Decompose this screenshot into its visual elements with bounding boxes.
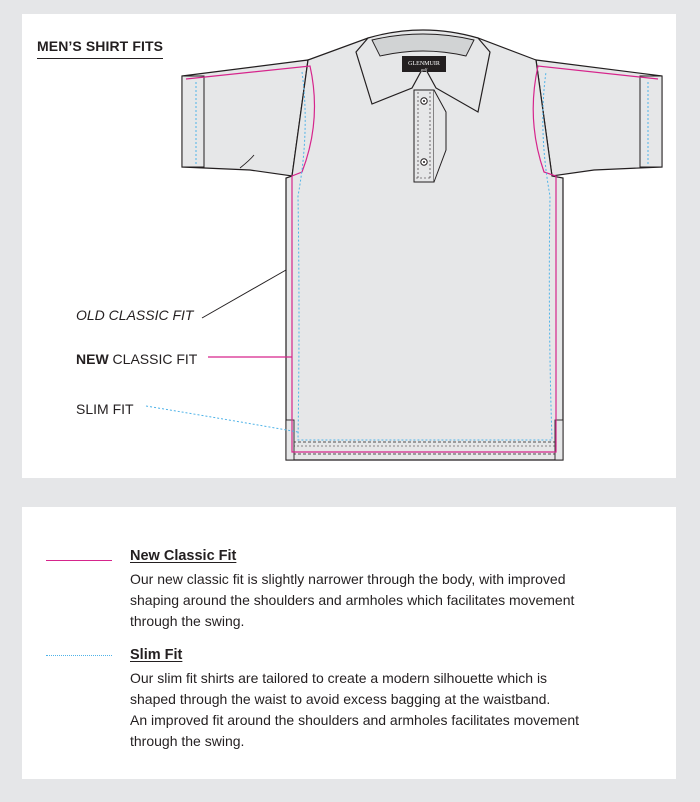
left-cuff bbox=[182, 76, 204, 167]
legend-line: Our new classic fit is slightly narrower through the body, with improved bbox=[130, 571, 566, 587]
brand-label-subtext: golf bbox=[420, 67, 428, 72]
slim-swatch bbox=[46, 655, 112, 656]
legend-description-slim bbox=[130, 668, 650, 752]
shirt-diagram-panel bbox=[22, 14, 676, 478]
brand-label-text: GLENMUIR bbox=[408, 61, 440, 67]
legend-panel bbox=[22, 507, 676, 779]
legend-line: through the swing. bbox=[130, 613, 245, 629]
slim-leader bbox=[146, 406, 298, 432]
slim-fit-label: SLIM FIT bbox=[76, 401, 134, 417]
new-classic-fit-label-bold: NEW bbox=[76, 351, 109, 367]
right-cuff bbox=[640, 76, 662, 167]
old-classic-fit-label: OLD CLASSIC FIT bbox=[76, 307, 194, 323]
new-classic-fit-label-rest: CLASSIC FIT bbox=[108, 351, 198, 367]
legend-heading-slim: Slim Fit bbox=[130, 647, 183, 663]
new-classic-fit-label bbox=[76, 351, 197, 367]
legend-line: shaping around the shoulders and armholes which facilitates movement bbox=[130, 592, 575, 608]
legend-description-new-classic bbox=[130, 569, 650, 632]
new-classic-swatch bbox=[46, 560, 112, 561]
legend-heading-new-classic: New Classic Fit bbox=[130, 548, 237, 564]
diagram-title: MEN’S SHIRT FITS bbox=[37, 38, 163, 59]
legend-line: Our slim fit shirts are tailored to create a modern silhouette which is bbox=[130, 670, 548, 686]
legend-line: through the swing. bbox=[130, 733, 245, 749]
legend-line: shaped through the waist to avoid excess bagging at the waistband. bbox=[130, 691, 551, 707]
old-classic-leader bbox=[202, 270, 286, 318]
legend-line: An improved fit around the shoulders and armholes facilitates movement bbox=[130, 712, 580, 728]
